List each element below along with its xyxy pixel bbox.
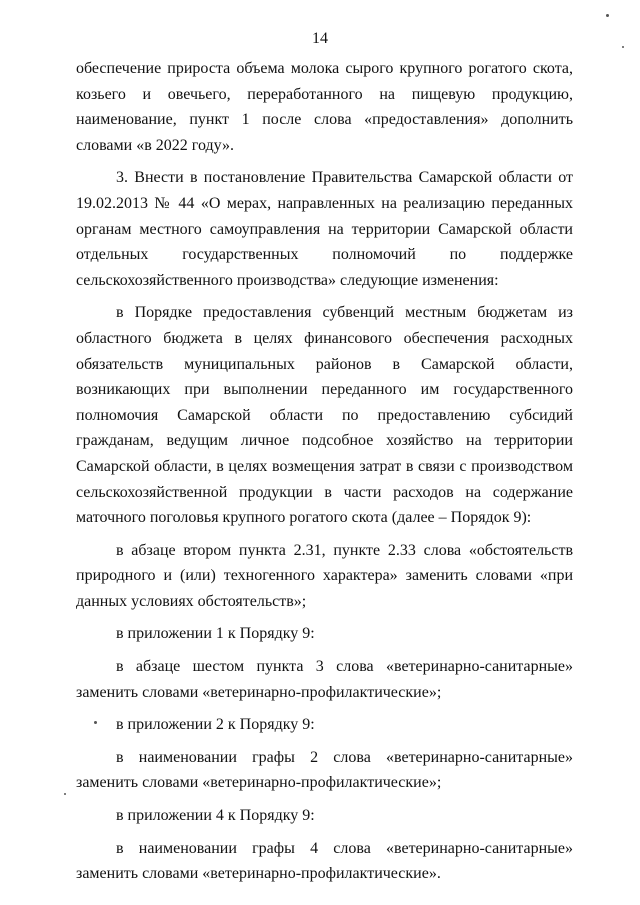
- paragraph: в приложении 4 к Порядку 9:: [116, 807, 315, 825]
- scan-speck: [94, 721, 97, 724]
- page-number: 14: [312, 30, 328, 47]
- paragraph: в приложении 2 к Порядку 9:: [116, 716, 315, 734]
- paragraph: 3. Внести в постановление Правительства Самарской области от 19.02.2013 № 44 «О мерах, направленных на реализацию переданных органам местного самоуправления на территории Самарской области отдельных государственных полномочий по поддержке сельскохозяйственного производства» следующие изменения:: [76, 169, 573, 289]
- scan-speck: [606, 14, 609, 17]
- paragraph: в Порядке предоставления субвенций местным бюджетам из областного бюджета в целях финансового обеспечения расходных обязательств муниципальных районов в Самарской области, возникающих при выполнении переданного им государственного полномочия Самарской области по предоставлению субсидий гражданам, ведущим личное подсобное хозяйство на территории Самарской области, в целях возмещения затрат в связи с производством сельскохозяйственной продукции в части расходов на содержание маточного поголовья крупного рогатого скота (далее – Порядок 9):: [76, 304, 573, 527]
- paragraph: в наименовании графы 2 слова «ветеринарно-санитарные» заменить словами «ветеринарно-профилактические»;: [76, 748, 573, 792]
- paragraph: в наименовании графы 4 слова «ветеринарно-санитарные» заменить словами «ветеринарно-профилактические».: [76, 839, 573, 883]
- paragraph: в абзаце втором пункта 2.31, пункте 2.33 слова «обстоятельств природного и (или) техногенного характера» заменить словами «при данных условиях обстоятельств»;: [76, 541, 573, 610]
- paragraph: в приложении 1 к Порядку 9:: [116, 625, 315, 643]
- scan-speck: [64, 793, 66, 795]
- scan-speck: [622, 46, 624, 48]
- document-body: [76, 56, 573, 894]
- paragraph: обеспечение прироста объема молока сырого крупного рогатого скота, козьего и овечьего, переработанного на пищевую продукцию, наименование, пункт 1 после слова «предоставления» дополнить словами «в 2022 году».: [76, 60, 573, 154]
- paragraph: в абзаце шестом пункта 3 слова «ветеринарно-санитарные» заменить словами «ветеринарно-профилактические»;: [76, 658, 573, 701]
